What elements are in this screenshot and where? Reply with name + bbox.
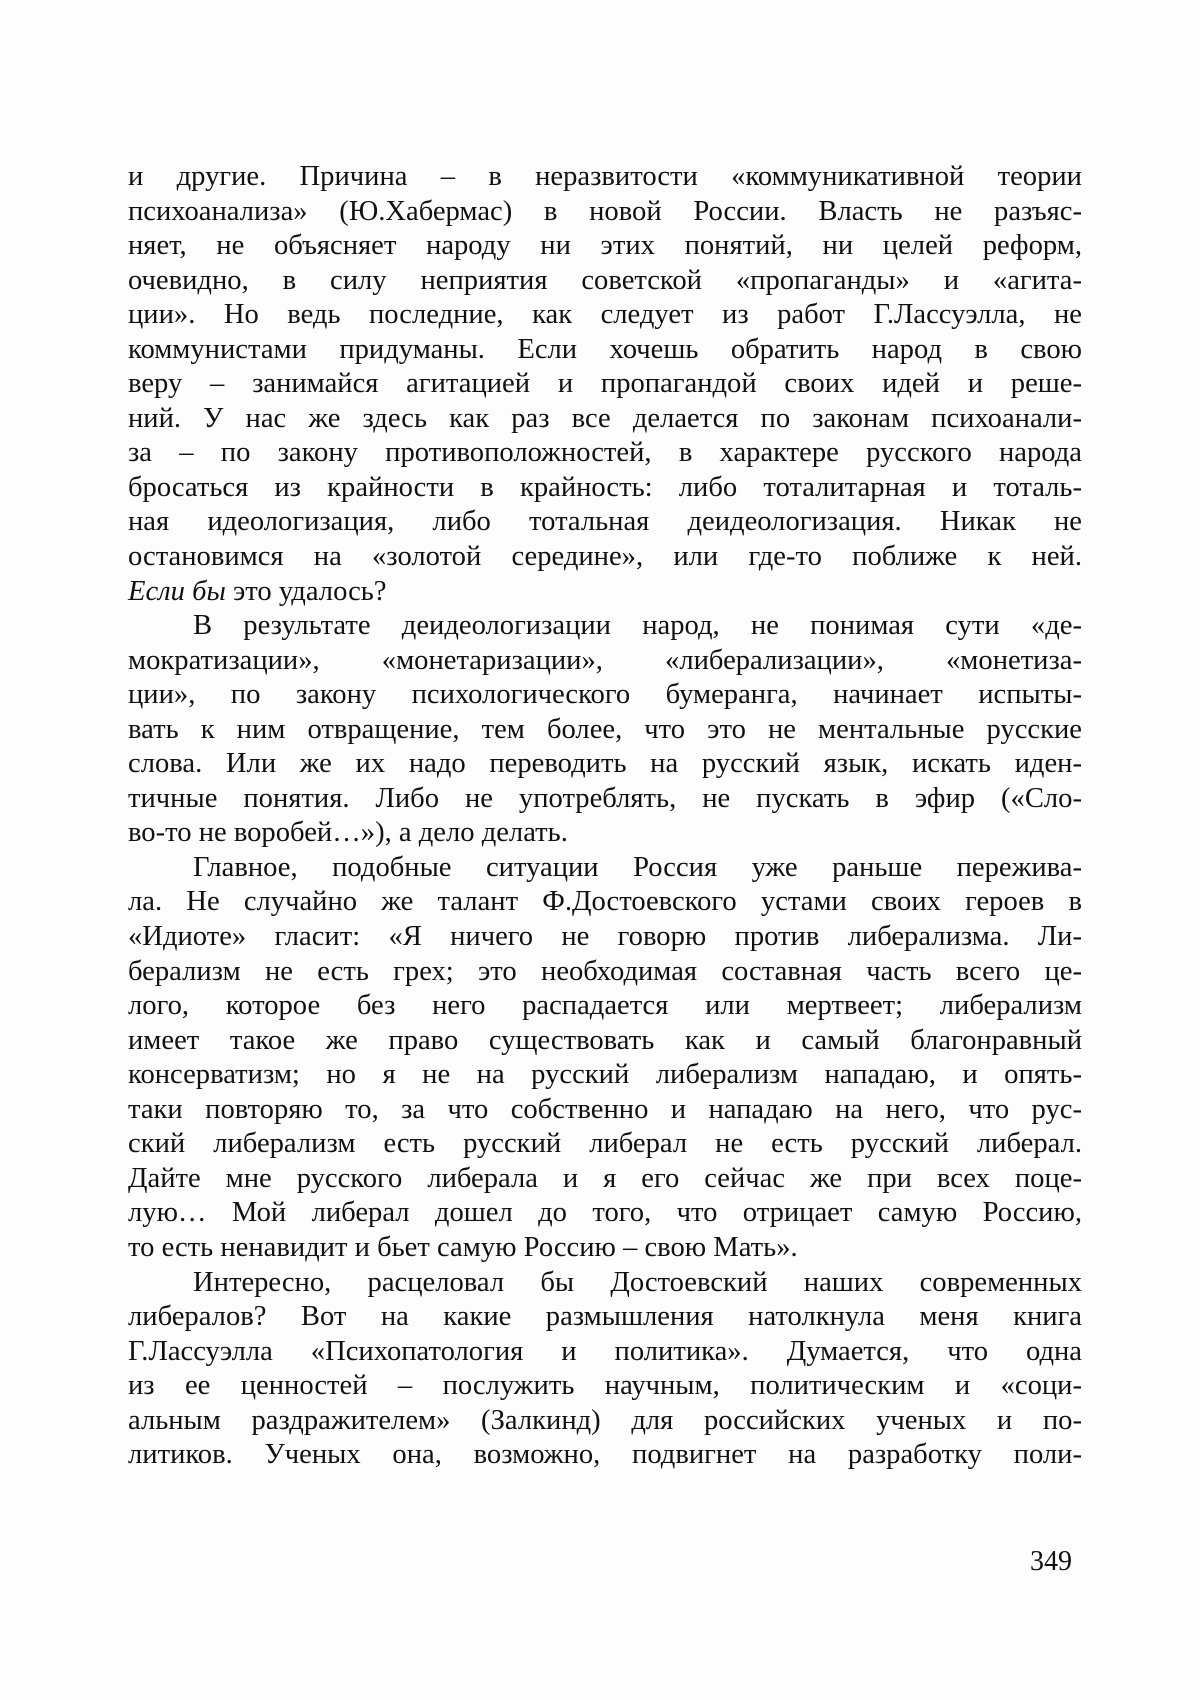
text-line: Главное, подобные ситуации Россия уже раньше пережива- <box>128 851 1082 886</box>
text-line <box>128 575 1082 610</box>
text-line: и другие. Причина – в неразвитости «коммуникативной теории <box>128 160 1082 195</box>
text-line: консерватизм; но я не на русский либерализм нападаю, и опять- <box>128 1058 1082 1093</box>
text-line: вать к ним отвращение, тем более, что это не ментальные русские <box>128 713 1082 748</box>
text-line: литиков. Ученых она, возможно, подвигнет на разработку поли- <box>128 1438 1082 1473</box>
text-line: то есть ненавидит и бьет самую Россию – свою Мать». <box>128 1231 1082 1266</box>
text-line: очевидно, в силу неприятия советской «пропаганды» и «агита- <box>128 264 1082 299</box>
text-line: «Идиоте» гласит: «Я ничего не говорю против либерализма. Ли- <box>128 920 1082 955</box>
text-line: остановимся на «золотой середине», или где-то поближе к ней. <box>128 540 1082 575</box>
text-line: веру – занимайся агитацией и пропагандой своих идей и реше- <box>128 367 1082 402</box>
text-line: В результате деидеологизации народ, не понимая сути «де- <box>128 609 1082 644</box>
text-line: ский либерализм есть русский либерал не есть русский либерал. <box>128 1127 1082 1162</box>
text-line: ции», по закону психологического бумеранга, начинает испыты- <box>128 678 1082 713</box>
text-line: из ее ценностей – послужить научным, политическим и «соци- <box>128 1369 1082 1404</box>
text-line: ла. Не случайно же талант Ф.Достоевского устами своих героев в <box>128 885 1082 920</box>
text-line: во-то не воробей…»), а дело делать. <box>128 816 1082 851</box>
body-text <box>128 160 1082 1473</box>
text-line: лую… Мой либерал дошел до того, что отрицает самую Россию, <box>128 1196 1082 1231</box>
text-fragment: это удалось? <box>226 576 387 607</box>
text-line: ции». Но ведь последние, как следует из работ Г.Лассуэлла, не <box>128 298 1082 333</box>
italic-phrase: Если бы <box>128 576 226 607</box>
text-line: коммунистами придуманы. Если хочешь обратить народ в свою <box>128 333 1082 368</box>
text-line: лого, которое без него распадается или мертвеет; либерализм <box>128 989 1082 1024</box>
text-line: Интересно, расцеловал бы Достоевский наших современных <box>128 1266 1082 1301</box>
text-line: тичные понятия. Либо не употреблять, не пускать в эфир («Сло- <box>128 782 1082 817</box>
text-line: таки повторяю то, за что собственно и нападаю на него, что рус- <box>128 1093 1082 1128</box>
text-line: ний. У нас же здесь как раз все делается по законам психоанали- <box>128 402 1082 437</box>
book-page <box>0 0 1200 1700</box>
text-line: за – по закону противоположностей, в характере русского народа <box>128 436 1082 471</box>
text-line: берализм не есть грех; это необходимая составная часть всего це- <box>128 955 1082 990</box>
text-line: имеет такое же право существовать как и самый благонравный <box>128 1024 1082 1059</box>
text-line: слова. Или же их надо переводить на русский язык, искать иден- <box>128 747 1082 782</box>
text-line: няет, не объясняет народу ни этих понятий, ни целей реформ, <box>128 229 1082 264</box>
page-number: 349 <box>1030 1545 1072 1579</box>
text-line: Дайте мне русского либерала и я его сейчас же при всех поце- <box>128 1162 1082 1197</box>
text-line: ная идеологизация, либо тотальная деидеологизация. Никак не <box>128 505 1082 540</box>
text-line: психоанализа» (Ю.Хабермас) в новой России. Власть не разъяс- <box>128 195 1082 230</box>
text-line: альным раздражителем» (Залкинд) для российских ученых и по- <box>128 1404 1082 1439</box>
text-line: бросаться из крайности в крайность: либо тоталитарная и тоталь- <box>128 471 1082 506</box>
text-line: мократизации», «монетаризации», «либерализации», «монетиза- <box>128 644 1082 679</box>
text-line: Г.Лассуэлла «Психопатология и политика». Думается, что одна <box>128 1335 1082 1370</box>
text-line: либералов? Вот на какие размышления натолкнула меня книга <box>128 1300 1082 1335</box>
